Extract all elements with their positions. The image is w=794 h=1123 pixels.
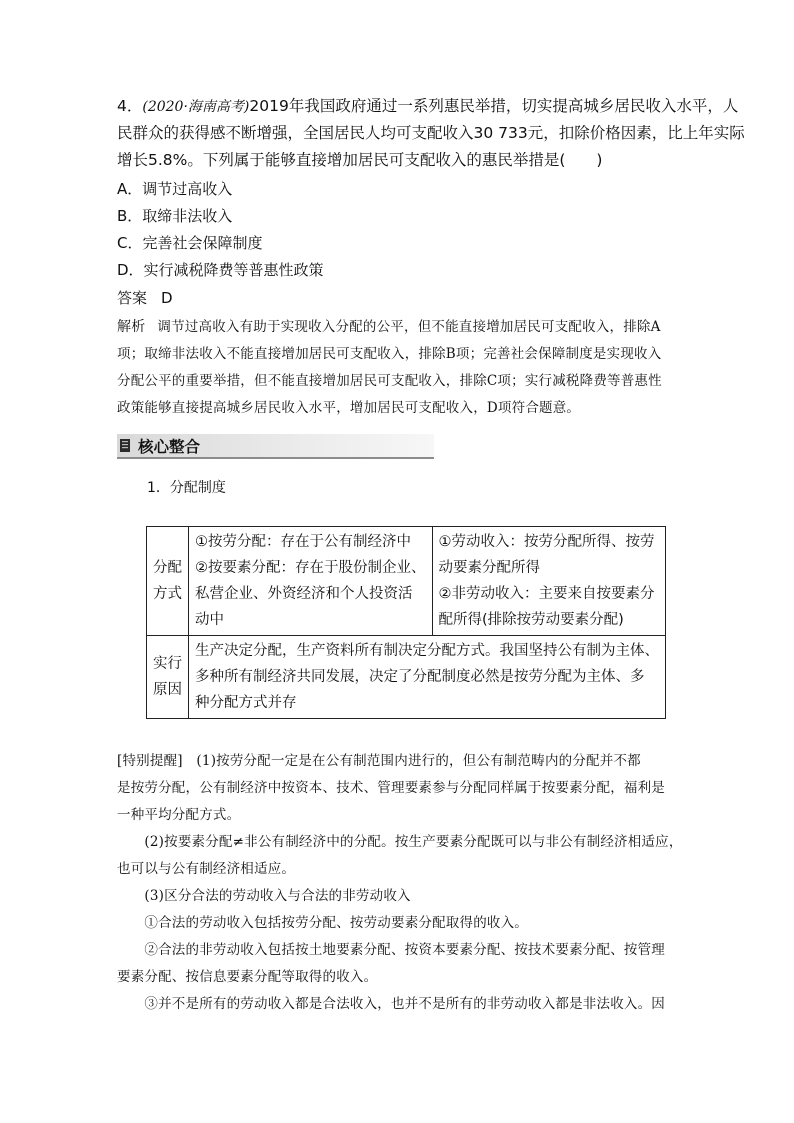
row-header-line: 方式 xyxy=(153,586,182,602)
question-line-1 xyxy=(117,94,738,116)
option-c: C．完善社会保障制度 xyxy=(117,234,263,252)
cell-line: ②按要素分配：存在于股份制企业、 xyxy=(195,560,426,576)
question-line-2: 民群众的获得感不断增强，全国居民人均可支配收入30 733元，扣除价格因素，比上年实际 xyxy=(117,124,745,142)
subsection-title: 1．分配制度 xyxy=(147,480,226,496)
row-header-line: 实行 xyxy=(153,656,182,672)
row-header-methods xyxy=(147,527,189,636)
tip-line-6: (3)区分合法的劳动收入与合法的非劳动收入 xyxy=(117,888,411,904)
analysis-label: 解析 xyxy=(117,319,146,335)
cell-line: 私营企业、外资经济和个人投资活 xyxy=(195,586,413,602)
section-header xyxy=(117,434,434,459)
cell-line: ②非劳动收入：主要来自按要素分 xyxy=(438,586,655,602)
analysis-line-3: 分配公平的重要举措，但不能直接增加居民可支配收入，排除C项；实行减税降费等普惠性 xyxy=(117,373,662,389)
table-row-reasons xyxy=(147,636,666,719)
section-marker-icon xyxy=(120,439,130,452)
cell-line: ①劳动收入：按劳分配所得、按劳 xyxy=(438,534,655,550)
question-number: 4． xyxy=(117,97,143,115)
row-header-reasons xyxy=(147,636,189,719)
analysis-text-1: 调节过高收入有助于实现收入分配的公平，但不能直接增加居民可支配收入，排除A xyxy=(157,319,661,335)
option-d: D．实行减税降费等普惠性政策 xyxy=(117,261,324,279)
tip-line-1: [特别提醒] (1)按劳分配一定是在公有制范围内进行的，但公有制范畴内的分配并不都 xyxy=(117,753,641,769)
option-b: B．取缔非法收入 xyxy=(117,207,233,225)
tip-line-3: 一种平均分配方式。 xyxy=(117,807,241,823)
methods-col-2 xyxy=(432,527,666,636)
section-title: 核心整合 xyxy=(138,438,201,456)
question-source: (2020·海南高考) xyxy=(142,99,250,115)
answer-line xyxy=(117,287,173,308)
cell-line: 种分配方式并存 xyxy=(195,695,297,711)
option-a: A．调节过高收入 xyxy=(117,180,233,198)
tip-line-8: ②合法的非劳动收入包括按土地要素分配、按资本要素分配、按技术要素分配、按管理 xyxy=(117,942,665,958)
reasons-content xyxy=(189,636,666,719)
methods-col-1 xyxy=(189,527,433,636)
tip-line-9: 要素分配、按信息要素分配等取得的收入。 xyxy=(117,969,378,985)
tip-line-10: ③并不是所有的劳动收入都是合法收入，也并不是所有的非劳动收入都是非法收入。因 xyxy=(117,996,665,1012)
distribution-table xyxy=(146,526,666,719)
tip-line-7: ①合法的劳动收入包括按劳分配、按劳动要素分配取得的收入。 xyxy=(117,915,528,931)
tip-line-2: 是按劳分配，公有制经济中按资本、技术、管理要素参与分配同样属于按要素分配，福利是 xyxy=(117,780,665,796)
cell-line: 多种所有制经济共同发展，决定了分配制度必然是按劳分配为主体、多 xyxy=(195,669,645,685)
question-line-1-text: 2019年我国政府通过一系列惠民举措，切实提高城乡居民收入水平，人 xyxy=(249,97,739,115)
cell-line: 生产决定分配，生产资料所有制决定分配方式。我国坚持公有制为主体、 xyxy=(195,643,659,659)
cell-line: 配所得(排除按劳动要素分配) xyxy=(438,612,624,628)
cell-line: ①按劳分配：存在于公有制经济中 xyxy=(195,534,411,550)
table-row-distribution-methods xyxy=(147,527,666,636)
answer-value: D xyxy=(161,289,173,307)
cell-line: 动要素分配所得 xyxy=(438,560,540,576)
answer-label: 答案 xyxy=(117,289,148,307)
analysis-line-4: 政策能够直接提高城乡居民收入水平，增加居民可支配收入，D项符合题意。 xyxy=(117,400,581,416)
row-header-line: 原因 xyxy=(153,682,182,698)
row-header-line: 分配 xyxy=(153,560,182,576)
analysis-line-2: 项；取缔非法收入不能直接增加居民可支配收入，排除B项；完善社会保障制度是实现收入 xyxy=(117,346,662,362)
cell-line: 动中 xyxy=(195,612,224,628)
question-line-3: 增长5.8%。下列属于能够直接增加居民可支配收入的惠民举措是( ) xyxy=(117,151,603,169)
analysis-line-1 xyxy=(117,315,661,336)
tip-line-4: (2)按要素分配≠非公有制经济中的分配。按生产要素分配既可以与非公有制经济相适应， xyxy=(117,834,683,850)
tip-line-5: 也可以与公有制经济相适应。 xyxy=(117,861,296,877)
